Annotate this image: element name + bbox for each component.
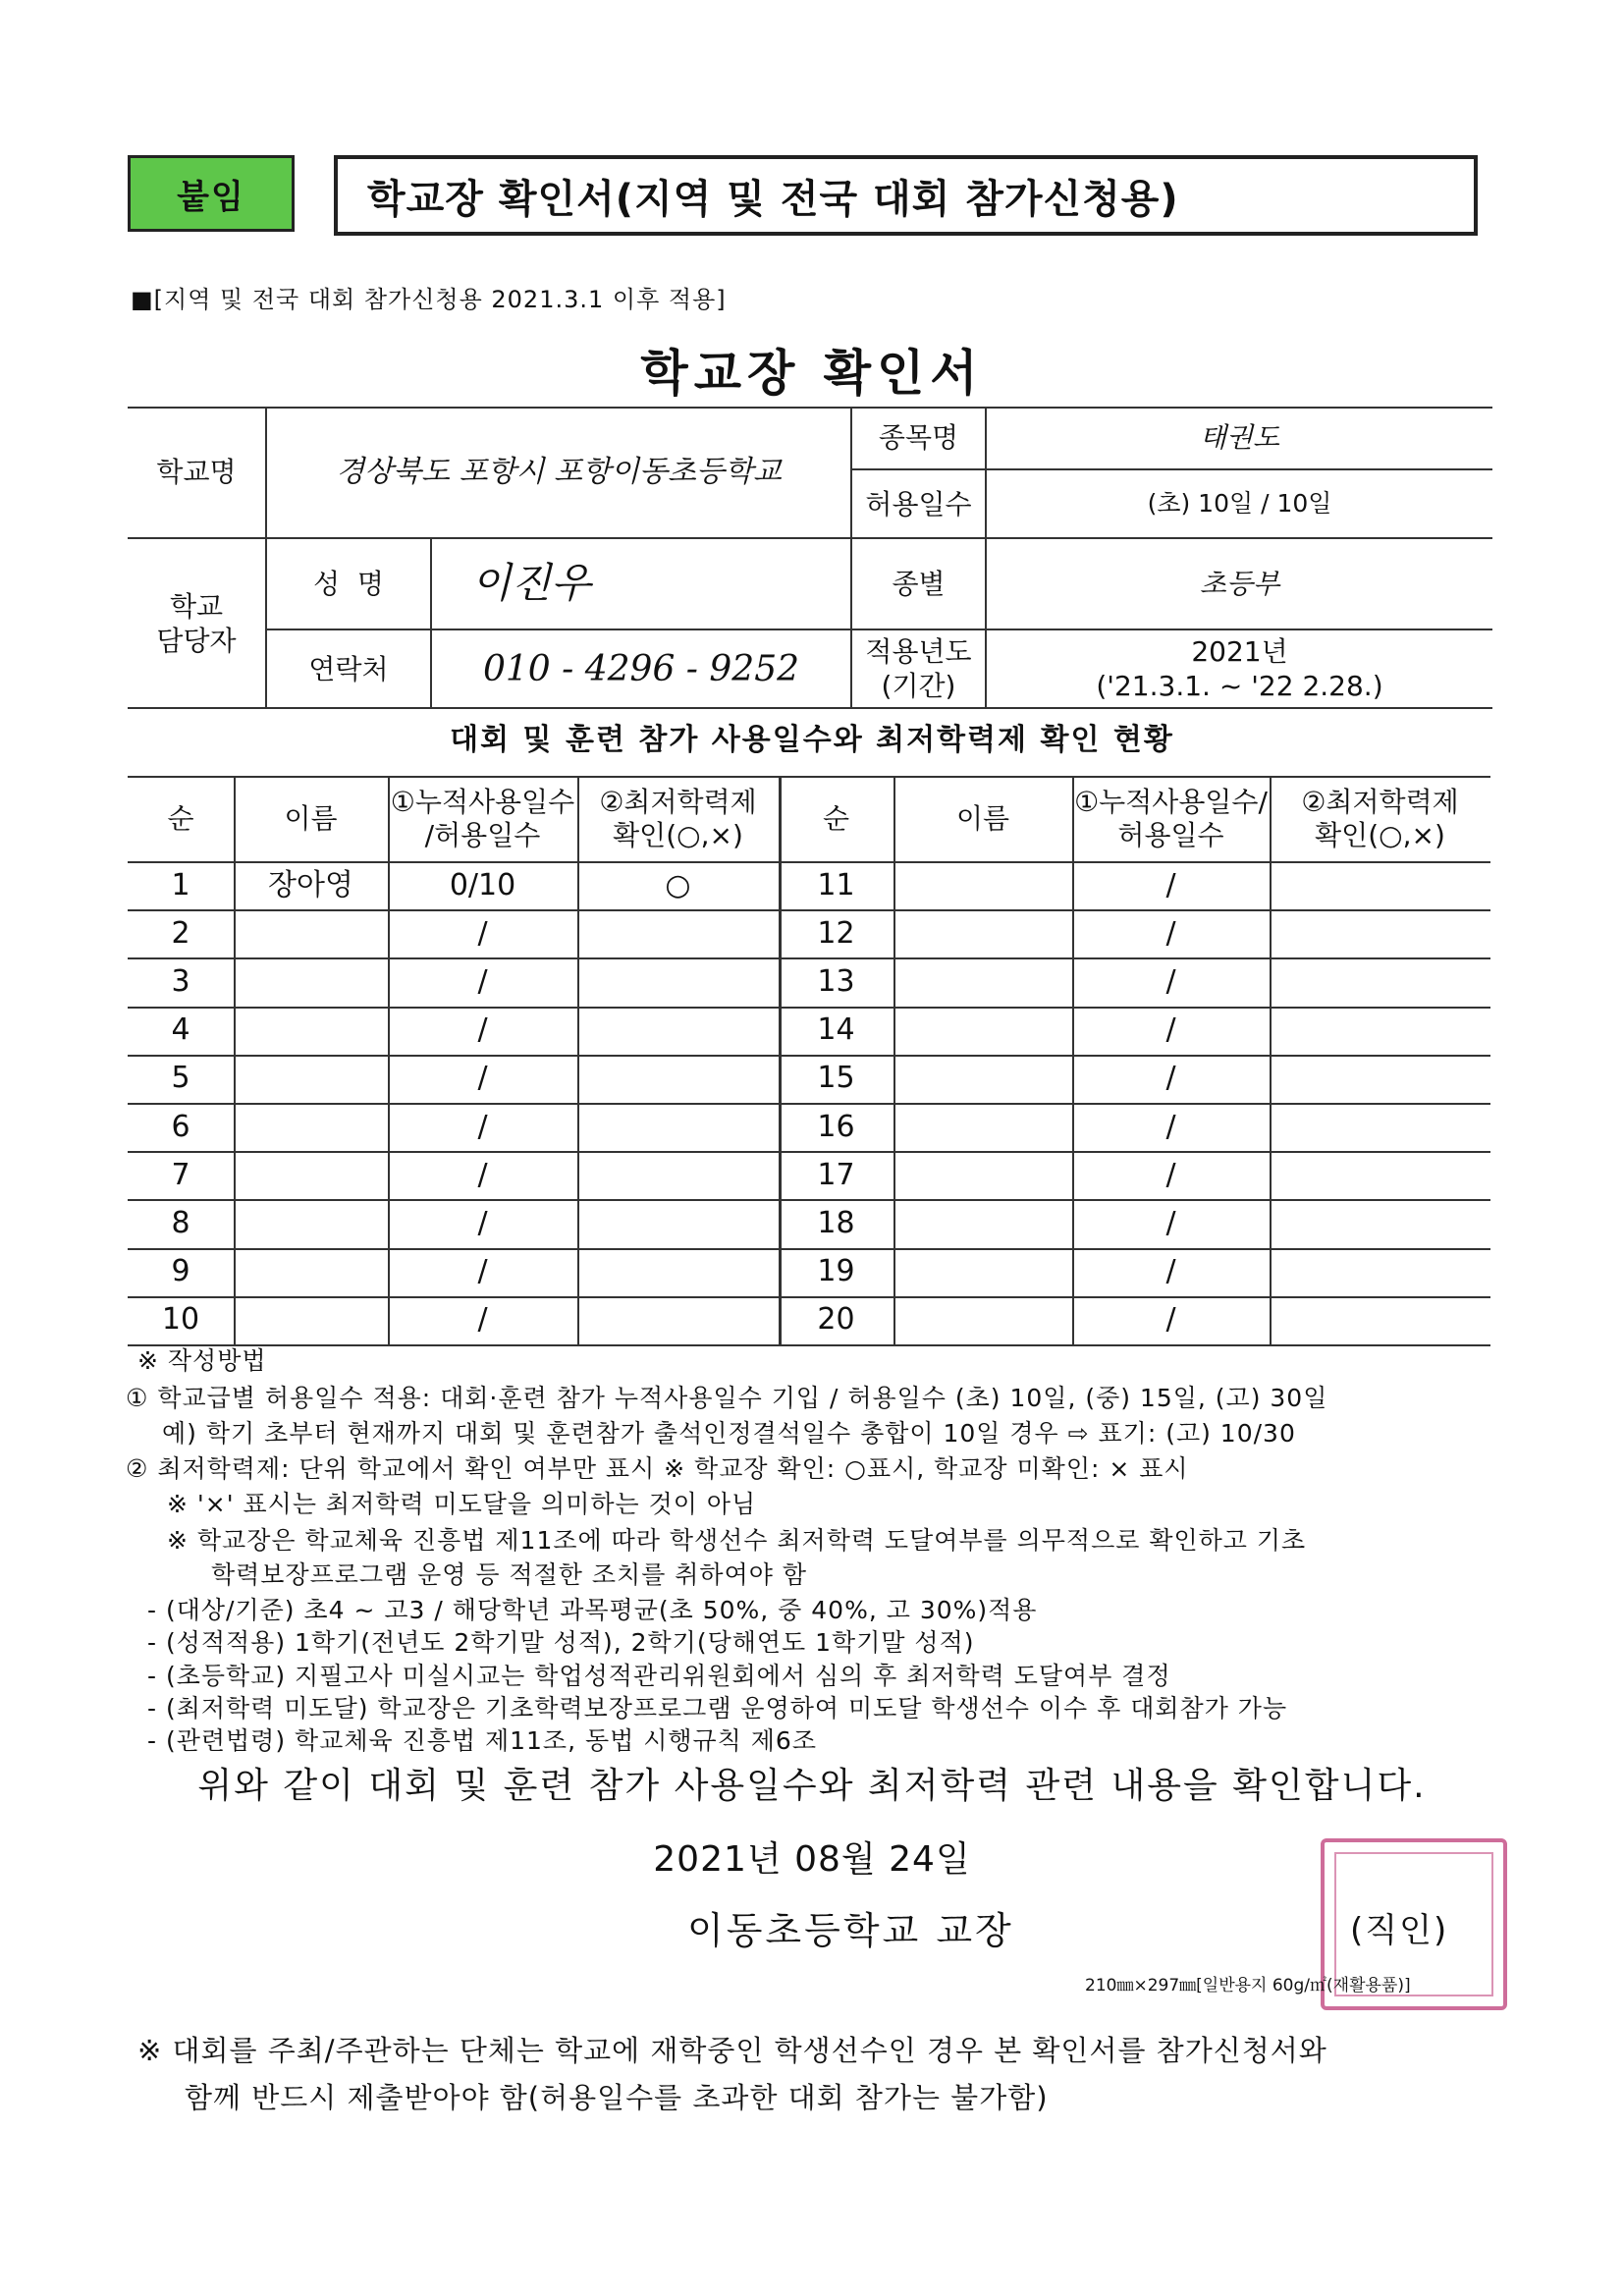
instruction-line: 예) 학기 초부터 현재까지 대회 및 훈련참가 출석인정결석일수 총합이 10일 경우 ⇨ 표기: (고) 10/30 [162, 1419, 1296, 1448]
attachment-badge: 붙임 [128, 155, 295, 232]
section-title: 대회 및 훈련 참가 사용일수와 최저학력제 확인 현황 [450, 723, 1174, 757]
table-cell-name [234, 957, 388, 1006]
table-cell-name [234, 1103, 388, 1151]
table-cell-check [1270, 957, 1490, 1006]
name-value: 이진우 [471, 559, 591, 608]
footer-note-line2: 함께 반드시 제출받아야 함(허용일수를 초과한 대회 참가는 불가함) [185, 2081, 1049, 2114]
table-cell-no: 11 [817, 867, 855, 902]
table-cell-name: 장아영 [268, 867, 353, 902]
instruction-line: ※ 학교장은 학교체육 진흥법 제11조에 따라 학생선수 최저학력 도달여부를 의무적으로 확인하고 기초 [167, 1526, 1307, 1555]
table-cell-check [577, 1151, 779, 1199]
days-value: (초) 10일 / 10일 [1147, 489, 1332, 519]
table-cell-check [577, 1007, 779, 1055]
table-cell-days: / [1165, 915, 1176, 951]
days-label: 허용일수 [865, 487, 972, 520]
name-label: 성 명 [313, 568, 384, 600]
table-cell-no: 16 [817, 1109, 855, 1144]
table-cell-check [1270, 1103, 1490, 1151]
sport-label: 종목명 [878, 421, 959, 454]
instruction-line: - (관련법령) 학교체육 진흥법 제11조, 동법 시행규칙 제6조 [147, 1726, 817, 1755]
instruction-line: ※ 작성방법 [137, 1346, 267, 1375]
table-cell-days: 0/10 [449, 867, 516, 902]
table-cell-days: / [477, 963, 488, 999]
table-cell-days: / [477, 1061, 488, 1096]
table-cell-name [893, 1296, 1072, 1344]
paper-spec: 210㎜×297㎜[일반용지 60g/㎡(재활용품)] [1085, 1976, 1411, 1995]
instruction-line: - (성적적용) 1학기(전년도 2학기말 성적), 2학기(당해연도 1학기말 성적) [147, 1628, 975, 1657]
table-cell-no: 5 [171, 1061, 190, 1096]
table-cell-name [234, 1296, 388, 1344]
table-cell-check [577, 1103, 779, 1151]
table-cell-days: / [1165, 963, 1176, 999]
table-cell-days: / [1165, 1254, 1176, 1289]
table-cell-days: / [477, 915, 488, 951]
table-cell-name [893, 1151, 1072, 1199]
category-label: 종별 [892, 568, 946, 600]
header-min-academic-line: 확인(○,×) [1315, 818, 1445, 851]
table-cell-check [577, 1199, 779, 1247]
phone-label: 연락처 [308, 652, 389, 685]
header-min-academic-line: 확인(○,×) [613, 818, 743, 851]
table-cell-no: 12 [817, 915, 855, 951]
table-cell-check [577, 1248, 779, 1296]
table-cell-no: 14 [817, 1012, 855, 1048]
table-cell-name [893, 909, 1072, 957]
year-value [987, 630, 1492, 707]
table-cell-no: 3 [171, 963, 190, 999]
rule [128, 707, 1492, 709]
table-cell-no: 13 [817, 963, 855, 999]
instruction-line: - (대상/기준) 초4 ~ 고3 / 해당학년 과목평균(초 50%, 중 40%, 고 30%)적용 [147, 1596, 1038, 1624]
contact-label-line2: 담당자 [156, 624, 237, 657]
table-cell-days: / [1165, 1302, 1176, 1338]
table-cell-days: / [1165, 1012, 1176, 1048]
table-cell-name [893, 1103, 1072, 1151]
table-cell-name [893, 1007, 1072, 1055]
issue-date: 2021년 08월 24일 [653, 1839, 971, 1880]
footer-note-line1: ※ 대회를 주최/주관하는 단체는 학교에 재학중인 학생선수인 경우 본 확인서를 참가신청서와 [137, 2034, 1327, 2067]
instruction-line: ① 학교급별 허용일수 적용: 대회·훈련 참가 누적사용일수 기입 / 허용일수 (초) 10일, (중) 15일, (고) 30일 [126, 1384, 1328, 1412]
table-cell-check [1270, 1151, 1490, 1199]
table-cell-days: / [477, 1254, 488, 1289]
header-days [388, 776, 577, 861]
table-cell-check: ○ [665, 867, 691, 902]
table-cell-name [893, 957, 1072, 1006]
table-cell-name [234, 1007, 388, 1055]
header-name-line: 이름 [955, 801, 1010, 835]
school-value: 경상북도 포항시 포항이동초등학교 [336, 454, 782, 489]
table-cell-days: / [477, 1109, 488, 1144]
table-cell-days: / [1165, 1061, 1176, 1096]
table-cell-no: 7 [171, 1157, 190, 1192]
confirmation-statement: 위와 같이 대회 및 훈련 참가 사용일수와 최저학력 관련 내용을 확인합니다. [197, 1766, 1427, 1806]
table-cell-name [234, 909, 388, 957]
header-no-line: 순 [822, 801, 850, 835]
table-cell-no: 17 [817, 1157, 855, 1192]
year-label [852, 630, 985, 707]
document-title: 학교장 확인서(지역 및 전국 대회 참가신청용) [334, 155, 1478, 236]
table-cell-no: 15 [817, 1061, 855, 1096]
table-cell-no: 1 [171, 867, 190, 902]
table-cell-no: 4 [171, 1012, 190, 1048]
instruction-line: ※ '×' 표시는 최저학력 미도달을 의미하는 것이 아님 [167, 1490, 757, 1518]
table-cell-check [1270, 909, 1490, 957]
table-cell-no: 6 [171, 1109, 190, 1144]
table-cell-check [1270, 1296, 1490, 1344]
instruction-line: - (초등학교) 지필고사 미실시교는 학업성적관리위원회에서 심의 후 최저학력 도달여부 결정 [147, 1662, 1171, 1690]
table-cell-days: / [1165, 1205, 1176, 1240]
form-title: 학교장 확인서 [640, 345, 984, 402]
year-label-line1: 적용년도 [865, 635, 972, 668]
table-cell-name [234, 1199, 388, 1247]
table-cell-check [577, 1055, 779, 1103]
header-name-line: 이름 [284, 801, 338, 835]
table-cell-check [1270, 1199, 1490, 1247]
category-value: 초등부 [1199, 568, 1280, 600]
table-cell-check [1270, 1055, 1490, 1103]
header-days-line: 허용일수 [1117, 818, 1224, 851]
table-cell-check [1270, 1248, 1490, 1296]
table-rule [128, 1344, 1490, 1346]
header-name [893, 776, 1072, 861]
table-cell-days: / [1165, 1109, 1176, 1144]
header-days-line: ①누적사용일수 [390, 785, 575, 818]
header-no-line: 순 [167, 801, 194, 835]
table-cell-check [577, 957, 779, 1006]
table-cell-name [893, 1248, 1072, 1296]
table-cell-no: 8 [171, 1205, 190, 1240]
header-days-line: /허용일수 [424, 818, 541, 851]
table-cell-no: 18 [817, 1205, 855, 1240]
table-cell-days: / [477, 1302, 488, 1338]
instruction-line: - (최저학력 미도달) 학교장은 기초학력보장프로그램 운영하여 미도달 학생선수 이수 후 대회참가 가능 [147, 1694, 1288, 1722]
header-no [128, 776, 234, 861]
table-cell-days: / [477, 1157, 488, 1192]
contact-label [128, 539, 265, 707]
table-cell-no: 10 [161, 1302, 200, 1338]
table-cell-name [234, 1151, 388, 1199]
principal-signature: 이동초등학교 교장 [687, 1909, 1014, 1952]
applicability-note: ■[지역 및 전국 대회 참가신청용 2021.3.1 이후 적용] [131, 286, 727, 313]
contact-label-line1: 학교 [169, 589, 224, 623]
header-min-academic-line: ②최저학력제 [599, 785, 757, 818]
table-cell-check [1270, 1007, 1490, 1055]
header-no [779, 776, 893, 861]
instruction-line: 학력보장프로그램 운영 등 적절한 조치를 취하여야 함 [211, 1560, 807, 1589]
table-cell-name [893, 1199, 1072, 1247]
year-value-line1: 2021년 [1191, 635, 1288, 668]
table-cell-name [893, 1055, 1072, 1103]
school-label: 학교명 [156, 456, 237, 488]
table-cell-no: 20 [817, 1302, 855, 1338]
table-cell-days: / [1165, 1157, 1176, 1192]
table-cell-name [234, 1248, 388, 1296]
table-cell-days: / [1165, 867, 1176, 902]
header-min-academic [1270, 776, 1490, 861]
header-min-academic-line: ②최저학력제 [1301, 785, 1459, 818]
header-days-line: ①누적사용일수/ [1074, 785, 1268, 818]
table-cell-check [577, 1296, 779, 1344]
table-cell-name [234, 1055, 388, 1103]
table-cell-name [893, 861, 1072, 909]
table-cell-no: 9 [171, 1254, 190, 1289]
seal-label: (직인) [1350, 1911, 1449, 1950]
instruction-line: ② 최저학력제: 단위 학교에서 확인 여부만 표시 ※ 학교장 확인: ○표시, 학교장 미확인: × 표시 [126, 1454, 1189, 1483]
table-cell-days: / [477, 1205, 488, 1240]
phone-value: 010 - 4296 - 9252 [482, 648, 800, 689]
table-cell-check [1270, 861, 1490, 909]
sport-value: 태권도 [1199, 421, 1280, 454]
table-cell-days: / [477, 1012, 488, 1048]
table-cell-check [577, 909, 779, 957]
year-value-line2: ('21.3.1. ~ '22 2.28.) [1096, 670, 1383, 702]
table-cell-no: 19 [817, 1254, 855, 1289]
header-days [1072, 776, 1270, 861]
year-label-line2: (기간) [881, 670, 956, 702]
table-cell-no: 2 [171, 915, 190, 951]
header-name [234, 776, 388, 861]
header-min-academic [577, 776, 779, 861]
